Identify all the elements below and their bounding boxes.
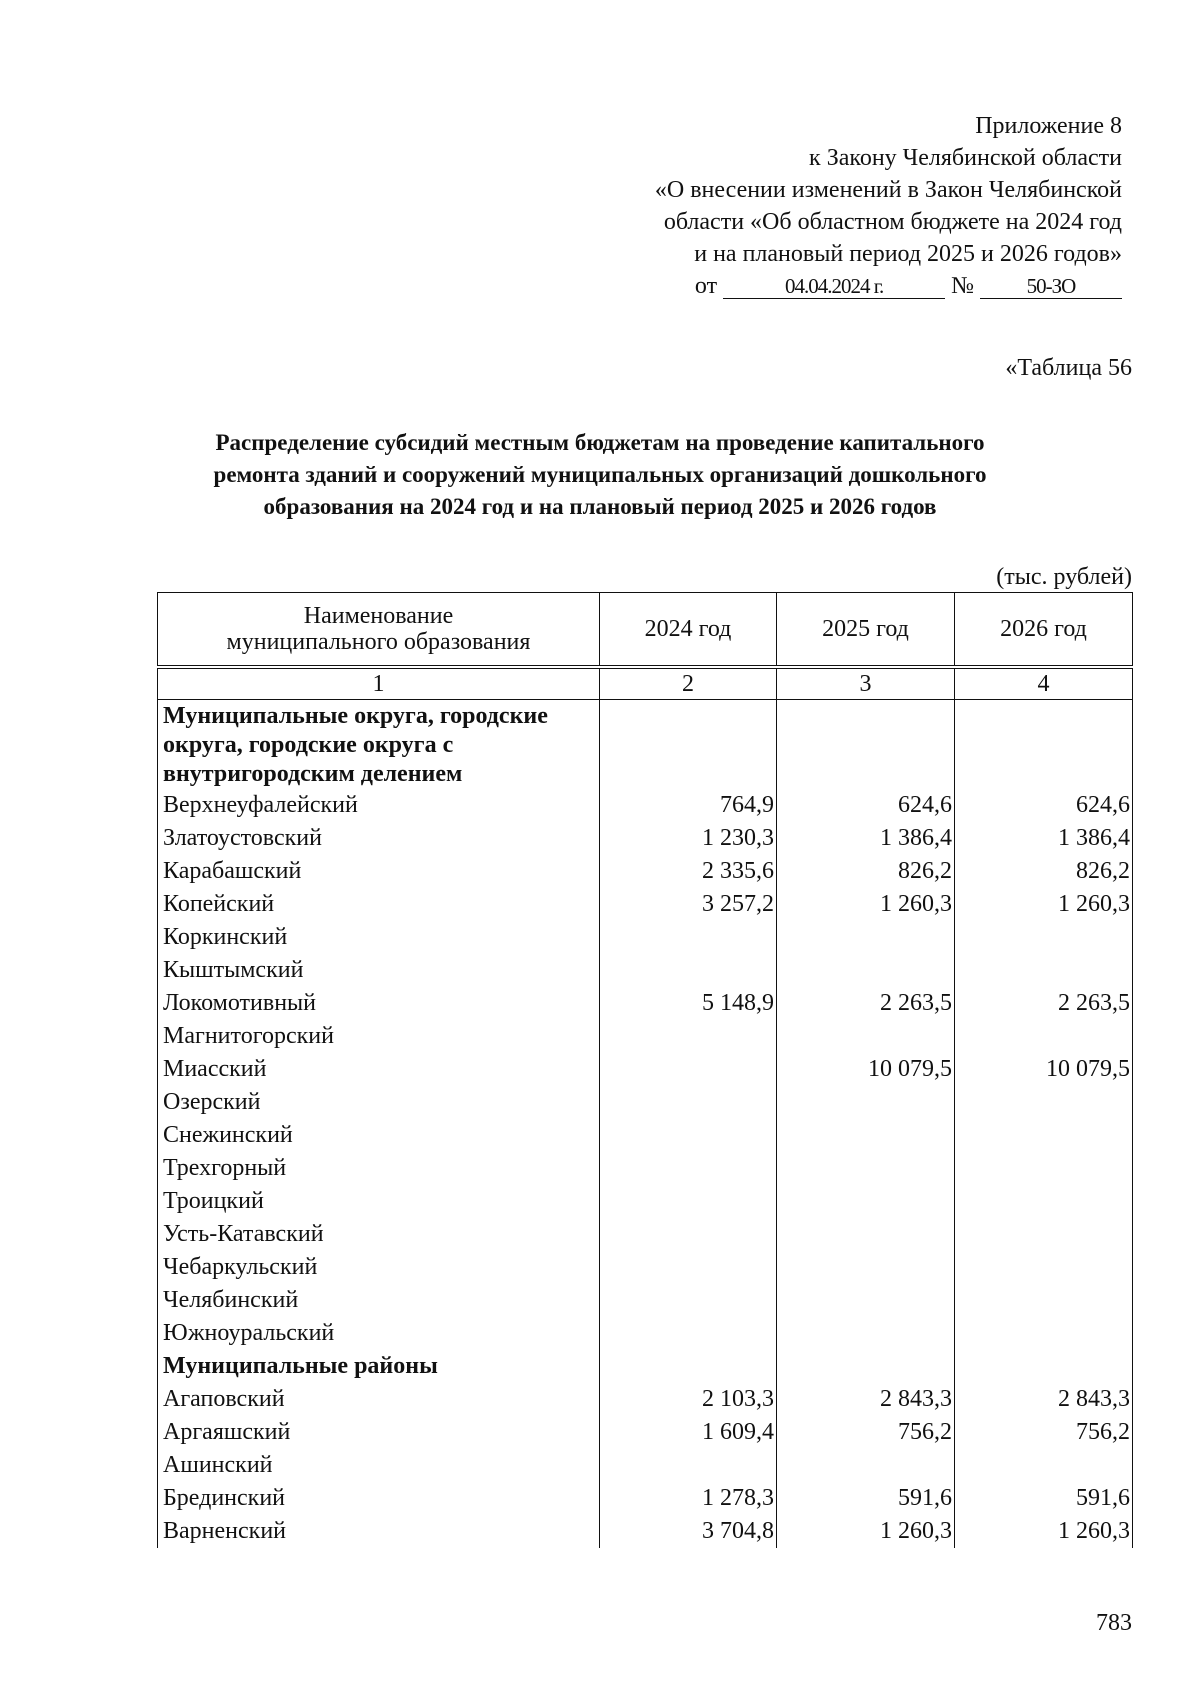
table-row [158,1482,1133,1515]
value-2026 [955,1449,1133,1482]
value-2026: 1 260,3 [955,1515,1133,1548]
appendix-line-4: области «Об областном бюджете на 2024 год [663,209,1122,235]
table-row [158,1020,1133,1053]
municipality-name: Карабашский [158,855,600,888]
value-2026: 1 386,4 [955,822,1133,855]
group-row-districts [158,1350,1133,1383]
law-date: 04.04.2024 г. [723,274,945,299]
table-row [158,1152,1133,1185]
value-2024: 2 335,6 [600,855,777,888]
value-2025 [777,1218,955,1251]
value-2025 [777,1185,955,1218]
value-2025: 624,6 [777,789,955,822]
table-row [158,888,1133,921]
value-2024 [600,1284,777,1317]
value-2024 [600,1053,777,1086]
municipality-name: Усть-Катавский [158,1218,600,1251]
title-line-2: ремонта зданий и сооружений муниципальных организаций дошкольного [213,462,987,487]
appendix-line-1: Приложение 8 [975,113,1122,139]
municipality-name: Коркинский [158,921,600,954]
table-row [158,1416,1133,1449]
value-2024: 1 278,3 [600,1482,777,1515]
value-2024: 3 257,2 [600,888,777,921]
column-number-2: 2 [600,667,777,700]
value-2026: 624,6 [955,789,1133,822]
appendix-line-5: и на плановый период 2025 и 2026 годов» [694,241,1122,267]
value-2024 [600,1317,777,1350]
value-2026: 756,2 [955,1416,1133,1449]
municipality-name: Локомотивный [158,987,600,1020]
column-number-3: 3 [777,667,955,700]
value-2025 [777,1251,955,1284]
municipality-name: Чебаркульский [158,1251,600,1284]
value-2025 [777,1152,955,1185]
date-prefix: от [694,273,718,299]
table-row [158,822,1133,855]
municipality-name: Кыштымский [158,954,600,987]
municipality-name: Верхнеуфалейский [158,789,600,822]
law-number: 50-ЗО [980,274,1122,299]
table-row [158,987,1133,1020]
table-row [158,954,1133,987]
value-2025 [777,954,955,987]
municipality-name: Трехгорный [158,1152,600,1185]
appendix-line-2: к Закону Челябинской области [809,145,1122,171]
table-row [158,1251,1133,1284]
appendix-header [562,110,1122,302]
value-2024: 764,9 [600,789,777,822]
value-2025: 2 843,3 [777,1383,955,1416]
table-row [158,1086,1133,1119]
table-row [158,1515,1133,1548]
value-2024 [600,1152,777,1185]
municipality-name: Агаповский [158,1383,600,1416]
value-2024 [600,1251,777,1284]
value-2024 [600,1449,777,1482]
value-2024 [600,921,777,954]
table-row [158,1053,1133,1086]
value-2025: 1 386,4 [777,822,955,855]
appendix-line-3: «О внесении изменений в Закон Челябинской [654,177,1122,203]
subsidy-table [157,592,1133,1548]
value-2026 [955,1218,1133,1251]
column-number-row [158,667,1133,700]
municipality-name: Копейский [158,888,600,921]
municipality-name: Варненский [158,1515,600,1548]
column-header-row [158,593,1133,668]
value-2024: 1 609,4 [600,1416,777,1449]
column-number-1: 1 [158,667,600,700]
value-2026 [955,954,1133,987]
value-2024: 1 230,3 [600,822,777,855]
municipality-name: Ашинский [158,1449,600,1482]
municipality-name: Златоустовский [158,822,600,855]
group-label-urban: Муниципальные округа, городские округа, городские округа с внутригородским делением [158,700,600,790]
value-2025 [777,1449,955,1482]
value-2026 [955,1251,1133,1284]
title-line-1: Распределение субсидий местным бюджетам на проведение капитального [215,430,985,455]
table-row [158,1218,1133,1251]
column-header-name: Наименование муниципального образования [158,593,600,668]
column-header-2025: 2025 год [777,593,955,668]
value-2025 [777,1119,955,1152]
value-2024 [600,1119,777,1152]
table-body [158,700,1133,1549]
value-2025: 2 263,5 [777,987,955,1020]
group-label-districts: Муниципальные районы [158,1350,600,1383]
value-2025: 756,2 [777,1416,955,1449]
municipality-name: Снежинский [158,1119,600,1152]
value-2026 [955,1020,1133,1053]
table-row [158,789,1133,822]
value-2025 [777,1086,955,1119]
units-label: (тыс. рублей) [996,564,1132,590]
municipality-name: Челябинский [158,1284,600,1317]
value-2026: 826,2 [955,855,1133,888]
group-row-urban [158,700,1133,790]
value-2026 [955,921,1133,954]
municipality-name: Магнитогорский [158,1020,600,1053]
value-2025 [777,1020,955,1053]
table-row [158,1284,1133,1317]
table-row [158,1185,1133,1218]
municipality-name: Брединский [158,1482,600,1515]
column-header-2024: 2024 год [600,593,777,668]
document-title [150,427,1050,523]
table-row [158,1449,1133,1482]
value-2025: 1 260,3 [777,1515,955,1548]
municipality-name: Озерский [158,1086,600,1119]
value-2024 [600,1086,777,1119]
value-2025 [777,1284,955,1317]
value-2024 [600,954,777,987]
value-2026: 2 263,5 [955,987,1133,1020]
table-row [158,855,1133,888]
table-row [158,1383,1133,1416]
law-date-line [562,270,1122,302]
value-2025: 826,2 [777,855,955,888]
municipality-name: Аргаяшский [158,1416,600,1449]
value-2025 [777,921,955,954]
value-2024 [600,1185,777,1218]
municipality-name: Троицкий [158,1185,600,1218]
municipality-name: Миасский [158,1053,600,1086]
value-2024: 3 704,8 [600,1515,777,1548]
table-label: «Таблица 56 [1005,355,1132,381]
value-2026 [955,1284,1133,1317]
value-2025: 1 260,3 [777,888,955,921]
table-row [158,1317,1133,1350]
value-2024 [600,1218,777,1251]
table-row [158,1119,1133,1152]
column-header-2026: 2026 год [955,593,1133,668]
value-2025: 591,6 [777,1482,955,1515]
title-line-3: образования на 2024 год и на плановый период 2025 и 2026 годов [263,494,937,519]
page-number: 783 [1096,1610,1132,1636]
value-2024: 5 148,9 [600,987,777,1020]
value-2026 [955,1185,1133,1218]
value-2026: 1 260,3 [955,888,1133,921]
municipality-name: Южноуральский [158,1317,600,1350]
value-2024: 2 103,3 [600,1383,777,1416]
value-2026: 10 079,5 [955,1053,1133,1086]
value-2026: 2 843,3 [955,1383,1133,1416]
value-2026 [955,1086,1133,1119]
value-2025 [777,1317,955,1350]
value-2026 [955,1152,1133,1185]
column-number-4: 4 [955,667,1133,700]
table-row [158,921,1133,954]
value-2026: 591,6 [955,1482,1133,1515]
value-2026 [955,1119,1133,1152]
value-2025: 10 079,5 [777,1053,955,1086]
number-prefix: № [951,273,974,299]
value-2026 [955,1317,1133,1350]
value-2024 [600,1020,777,1053]
